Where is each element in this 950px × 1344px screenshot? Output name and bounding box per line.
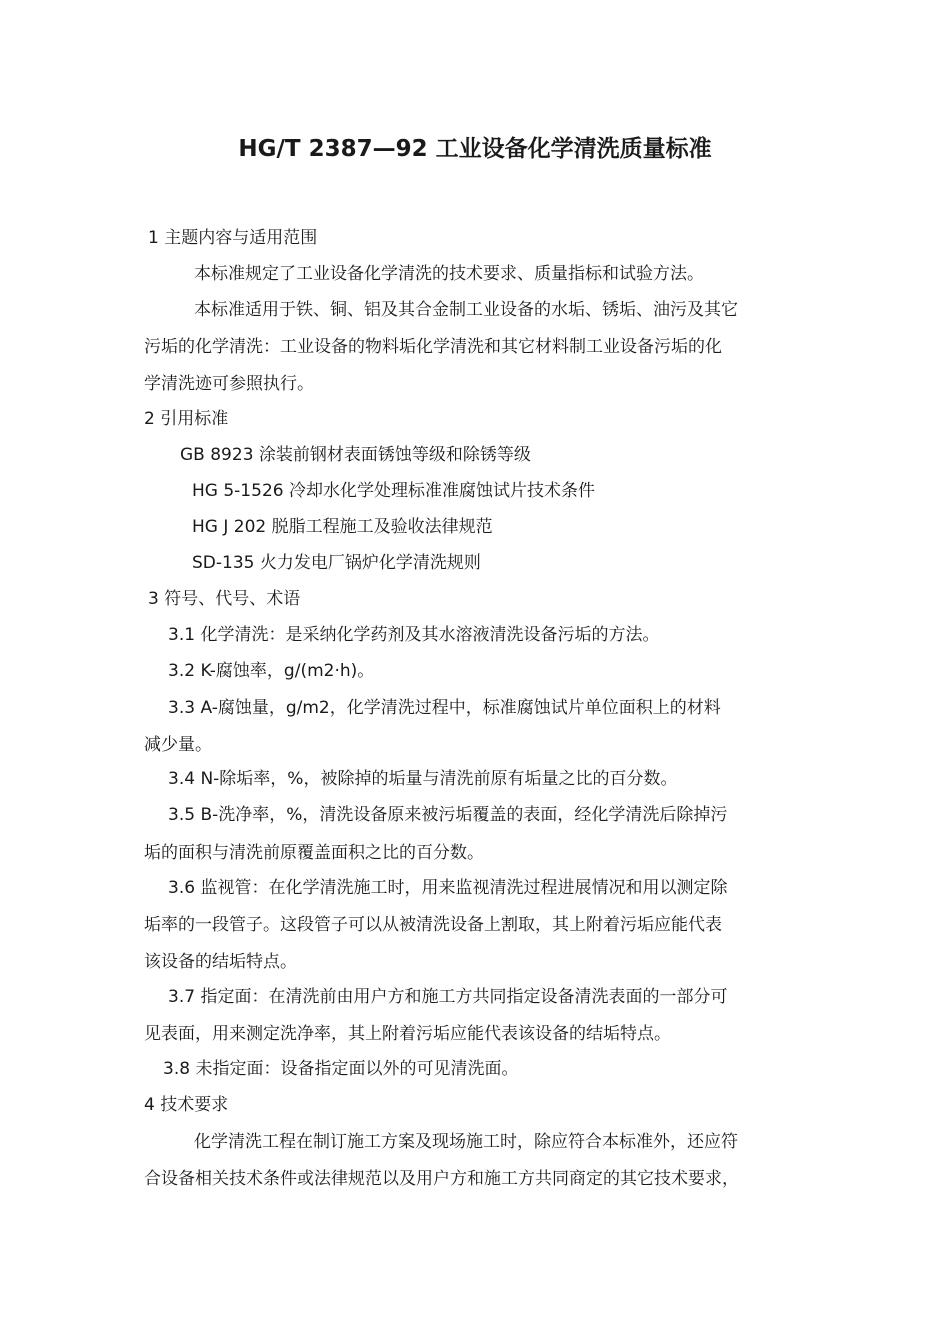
definition-line: 3.7 指定面：在清洗前由用户方和施工方共同指定设备清洗表面的一部分可 [168, 987, 728, 1007]
definition-line: 垢的面积与清洗前原覆盖面积之比的百分数。 [144, 843, 484, 863]
reference-item: HG 5-1526 冷却水化学处理标准准腐蚀试片技术条件 [192, 481, 595, 501]
definition-line: 3.5 B-洗净率，%，清洗设备原来被污垢覆盖的表面，经化学清洗后除掉污 [168, 805, 728, 825]
definition-line: 3.3 A-腐蚀量，g/m2，化学清洗过程中，标准腐蚀试片单位面积上的材料 [168, 698, 721, 718]
definition-line: 垢率的一段管子。这段管子可以从被清洗设备上割取，其上附着污垢应能代表 [144, 915, 722, 935]
paragraph-line: 本标准适用于铁、铜、铝及其合金制工业设备的水垢、锈垢、油污及其它 [194, 300, 738, 320]
paragraph-line: 污垢的化学清洗：工业设备的物料垢化学清洗和其它材料制工业设备污垢的化 [144, 337, 722, 357]
definition-line: 3.6 监视管：在化学清洗施工时，用来监视清洗过程进展情况和用以测定除 [168, 878, 728, 898]
reference-item: HG J 202 脱脂工程施工及验收法律规范 [192, 517, 493, 537]
paragraph-line: 化学清洗工程在制订施工方案及现场施工时，除应符合本标准外，还应符 [194, 1132, 738, 1152]
section-heading-1: 1 主题内容与适用范围 [148, 228, 318, 248]
document-title: HG/T 2387—92 工业设备化学清洗质量标准 [238, 136, 712, 162]
definition-line: 该设备的结垢特点。 [144, 952, 297, 972]
paragraph-line: 合设备相关技术条件或法律规范以及用户方和施工方共同商定的其它技术要求， [144, 1169, 739, 1189]
definition-line: 3.1 化学清洗：是采纳化学药剂及其水溶液清洗设备污垢的方法。 [168, 625, 660, 645]
reference-item: GB 8923 涂装前钢材表面锈蚀等级和除锈等级 [180, 445, 531, 465]
section-heading-2: 2 引用标准 [144, 409, 229, 429]
reference-item: SD-135 火力发电厂锅炉化学清洗规则 [192, 553, 481, 573]
definition-line: 见表面，用来测定洗净率，其上附着污垢应能代表该设备的结垢特点。 [144, 1024, 671, 1044]
definition-line: 减少量。 [144, 735, 212, 755]
definition-line: 3.2 K-腐蚀率，g/(m2·h)。 [168, 661, 375, 681]
definition-line: 3.4 N-除垢率，%，被除掉的垢量与清洗前原有垢量之比的百分数。 [168, 769, 678, 789]
section-heading-3: 3 符号、代号、术语 [148, 589, 301, 609]
definition-line: 3.8 未指定面：设备指定面以外的可见清洗面。 [163, 1059, 519, 1079]
section-heading-4: 4 技术要求 [144, 1095, 229, 1115]
paragraph-line: 本标准规定了工业设备化学清洗的技术要求、质量指标和试验方法。 [194, 264, 704, 284]
paragraph-line: 学清洗迹可参照执行。 [144, 374, 314, 394]
